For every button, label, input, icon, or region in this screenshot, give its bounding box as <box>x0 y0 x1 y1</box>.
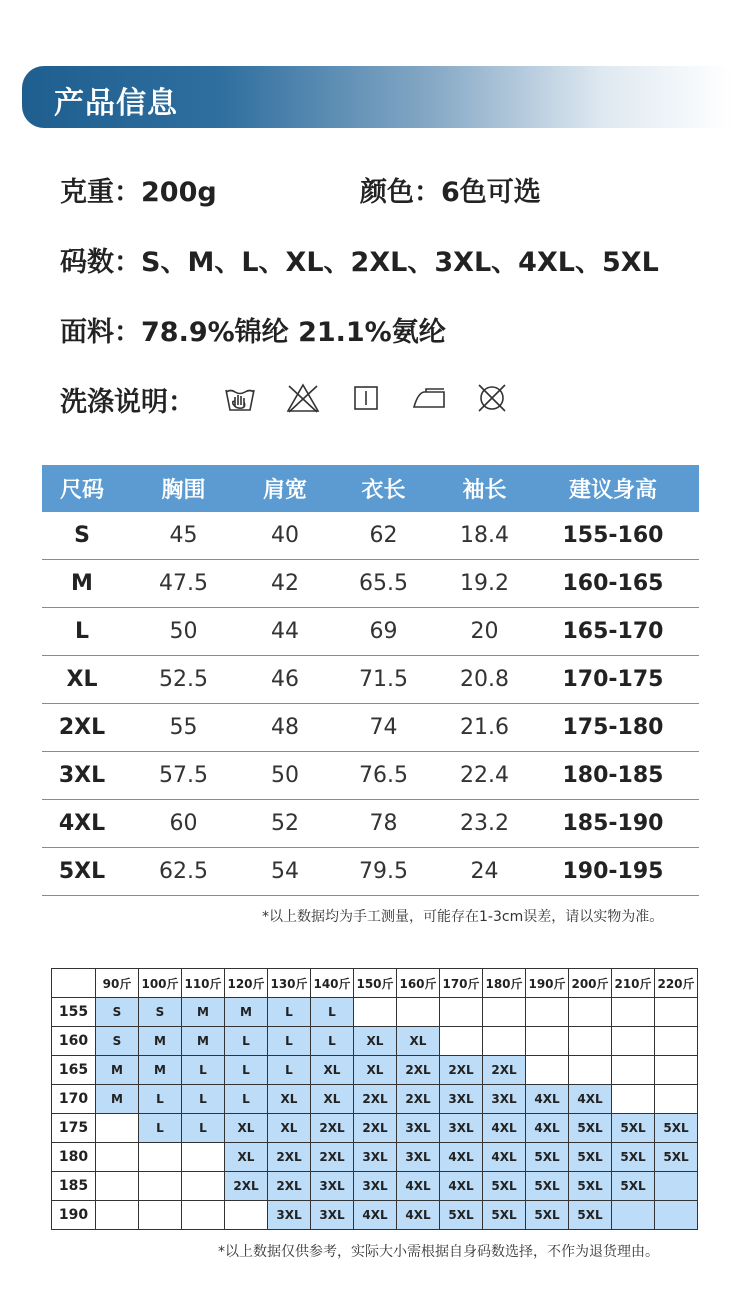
grid-weight-header: 120斤 <box>225 969 268 998</box>
grid-cell: L <box>268 1056 311 1085</box>
grid-cell <box>139 1172 182 1201</box>
grid-cell: L <box>225 1085 268 1114</box>
grid-cell: 2XL <box>354 1114 397 1143</box>
table-cell: S <box>74 523 90 548</box>
grid-cell: 2XL <box>397 1085 440 1114</box>
grid-weight-header: 140斤 <box>311 969 354 998</box>
grid-cell: M <box>182 998 225 1027</box>
table-cell: M <box>71 571 93 596</box>
grid-cell: 5XL <box>612 1143 655 1172</box>
table-cell: 185-190 <box>562 811 664 836</box>
table-cell: 24 <box>470 859 499 884</box>
table-cell: 22.4 <box>460 763 509 788</box>
grid-row <box>52 1143 698 1172</box>
grid-cell: 5XL <box>655 1143 698 1172</box>
table-cell: 21.6 <box>460 715 509 740</box>
table-cell: 74 <box>369 715 398 740</box>
grid-weight-header: 220斤 <box>655 969 698 998</box>
grid-cell: 3XL <box>354 1172 397 1201</box>
grid-row <box>52 1114 698 1143</box>
table-row <box>42 752 699 800</box>
grid-cell: XL <box>397 1027 440 1056</box>
grid-cell <box>655 1027 698 1056</box>
hand-wash-icon <box>222 380 258 416</box>
grid-weight-header: 110斤 <box>182 969 225 998</box>
grid-cell <box>139 1201 182 1230</box>
table-cell: 57.5 <box>159 763 208 788</box>
grid-row <box>52 1201 698 1230</box>
table-cell: 55 <box>169 715 198 740</box>
table-cell: 45 <box>169 523 198 548</box>
table-cell: 40 <box>271 523 299 548</box>
grid-cell: M <box>182 1027 225 1056</box>
grid-row <box>52 998 698 1027</box>
table-cell: 42 <box>271 571 299 596</box>
grid-cell: 5XL <box>655 1114 698 1143</box>
grid-cell <box>569 998 612 1027</box>
table-cell: 52 <box>271 811 299 836</box>
grid-cell: 5XL <box>612 1172 655 1201</box>
grid-cell: 3XL <box>440 1085 483 1114</box>
grid-cell <box>569 1056 612 1085</box>
grid-cell <box>225 1201 268 1230</box>
table-cell: 23.2 <box>460 811 509 836</box>
grid-cell: 5XL <box>569 1201 612 1230</box>
grid-cell: S <box>139 998 182 1027</box>
grid-cell <box>96 1201 139 1230</box>
grid-cell: 2XL <box>483 1056 526 1085</box>
tumble-dry-line-icon <box>348 380 384 416</box>
grid-cell <box>526 998 569 1027</box>
table-cell: 52.5 <box>159 667 208 692</box>
table-cell: 180-185 <box>562 763 664 788</box>
table-row <box>42 848 699 896</box>
table-cell: 71.5 <box>359 667 408 692</box>
grid-cell: L <box>139 1114 182 1143</box>
no-bleach-icon <box>285 380 321 416</box>
grid-cell <box>182 1172 225 1201</box>
grid-cell <box>526 1056 569 1085</box>
table-row <box>42 560 699 608</box>
grid-cell: L <box>311 998 354 1027</box>
table-cell: 62 <box>369 523 398 548</box>
grid-cell: 5XL <box>612 1114 655 1143</box>
grid-cell: L <box>225 1056 268 1085</box>
header-chest: 胸围 <box>161 478 206 503</box>
spec-care-label: 洗涤说明： <box>60 387 195 418</box>
grid-cell <box>612 1201 655 1230</box>
grid-weight-header: 190斤 <box>526 969 569 998</box>
grid-cell: 5XL <box>526 1201 569 1230</box>
grid-height-label: 165 <box>52 1056 96 1085</box>
header-length: 衣长 <box>361 478 406 503</box>
grid-cell: 5XL <box>526 1172 569 1201</box>
table-cell: 47.5 <box>159 571 208 596</box>
header-size: 尺码 <box>59 478 104 503</box>
grid-cell: XL <box>354 1027 397 1056</box>
care-icons <box>222 380 537 416</box>
grid-cell: 4XL <box>397 1172 440 1201</box>
grid-cell: 3XL <box>397 1143 440 1172</box>
grid-cell: L <box>139 1085 182 1114</box>
table-cell: 18.4 <box>460 523 509 548</box>
grid-weight-header: 210斤 <box>612 969 655 998</box>
table-cell: 155-160 <box>562 523 664 548</box>
grid-cell: 2XL <box>268 1172 311 1201</box>
grid-cell <box>483 998 526 1027</box>
iron-icon <box>411 380 447 416</box>
grid-cell: 2XL <box>311 1114 354 1143</box>
grid-row <box>52 1085 698 1114</box>
table-cell: 46 <box>271 667 299 692</box>
grid-cell <box>612 1027 655 1056</box>
grid-cell <box>354 998 397 1027</box>
grid-cell: 4XL <box>354 1201 397 1230</box>
grid-cell <box>440 998 483 1027</box>
grid-cell <box>182 1201 225 1230</box>
header-shoulder: 肩宽 <box>262 478 307 503</box>
grid-cell <box>440 1027 483 1056</box>
grid-cell: 5XL <box>440 1201 483 1230</box>
table-cell: 19.2 <box>460 571 509 596</box>
grid-cell: L <box>225 1027 268 1056</box>
size-table <box>42 465 699 896</box>
spec-fabric: 面料：78.9%锦纶 21.1%氨纶 <box>60 317 446 348</box>
grid-height-label: 155 <box>52 998 96 1027</box>
grid-cell: 2XL <box>354 1085 397 1114</box>
grid-cell: 4XL <box>569 1085 612 1114</box>
grid-header-row <box>52 969 698 998</box>
grid-cell: M <box>96 1085 139 1114</box>
grid-cell <box>182 1143 225 1172</box>
grid-cell: M <box>139 1027 182 1056</box>
grid-cell: L <box>311 1027 354 1056</box>
grid-cell: 5XL <box>483 1172 526 1201</box>
grid-weight-header: 150斤 <box>354 969 397 998</box>
measurement-note: *以上数据均为手工测量，可能存在1-3cm误差，请以实物为准。 <box>262 909 664 925</box>
table-cell: 50 <box>169 619 198 644</box>
table-cell: 165-170 <box>562 619 664 644</box>
grid-cell: L <box>182 1085 225 1114</box>
table-cell: 3XL <box>58 763 106 788</box>
grid-cell: XL <box>268 1085 311 1114</box>
grid-cell: XL <box>268 1114 311 1143</box>
table-row <box>42 608 699 656</box>
table-row <box>42 800 699 848</box>
table-cell: 60 <box>169 811 198 836</box>
table-cell: L <box>74 619 90 644</box>
grid-row <box>52 1027 698 1056</box>
grid-cell <box>96 1143 139 1172</box>
grid-cell <box>139 1143 182 1172</box>
grid-cell <box>655 1201 698 1230</box>
grid-weight-header: 130斤 <box>268 969 311 998</box>
grid-weight-header: 200斤 <box>569 969 612 998</box>
grid-cell: 3XL <box>354 1143 397 1172</box>
grid-cell: 2XL <box>397 1056 440 1085</box>
grid-cell: 2XL <box>225 1172 268 1201</box>
grid-cell: L <box>182 1114 225 1143</box>
table-cell: 78 <box>369 811 398 836</box>
grid-height-label: 180 <box>52 1143 96 1172</box>
grid-cell <box>96 1172 139 1201</box>
grid-weight-header: 180斤 <box>483 969 526 998</box>
table-cell: XL <box>66 667 98 692</box>
grid-cell: 4XL <box>526 1085 569 1114</box>
table-cell: 4XL <box>58 811 106 836</box>
header-sleeve: 袖长 <box>462 478 507 503</box>
grid-row <box>52 1172 698 1201</box>
grid-cell: 5XL <box>569 1114 612 1143</box>
grid-cell: M <box>96 1056 139 1085</box>
grid-cell: 3XL <box>483 1085 526 1114</box>
header-height: 建议身高 <box>568 478 657 503</box>
grid-height-label: 190 <box>52 1201 96 1230</box>
grid-height-label: 175 <box>52 1114 96 1143</box>
spec-sizes: 码数：S、M、L、XL、2XL、3XL、4XL、5XL <box>60 247 659 278</box>
grid-cell: 3XL <box>397 1114 440 1143</box>
table-cell: 5XL <box>58 859 106 884</box>
table-cell: 50 <box>271 763 299 788</box>
table-cell: 160-165 <box>562 571 664 596</box>
size-table-body <box>42 512 699 896</box>
grid-cell <box>569 1027 612 1056</box>
table-row <box>42 656 699 704</box>
table-cell: 44 <box>271 619 299 644</box>
spec-weight: 克重：200g <box>60 177 217 208</box>
section-title: 产品信息 <box>54 86 178 121</box>
grid-cell: 4XL <box>483 1114 526 1143</box>
grid-row <box>52 1056 698 1085</box>
grid-cell: 4XL <box>526 1114 569 1143</box>
grid-weight-header: 90斤 <box>96 969 139 998</box>
grid-cell: L <box>182 1056 225 1085</box>
grid-cell <box>483 1027 526 1056</box>
grid-cell: XL <box>354 1056 397 1085</box>
grid-cell <box>612 1085 655 1114</box>
grid-cell: XL <box>225 1143 268 1172</box>
table-cell: 54 <box>271 859 299 884</box>
table-cell: 48 <box>271 715 299 740</box>
table-cell: 79.5 <box>359 859 408 884</box>
grid-cell: 4XL <box>440 1143 483 1172</box>
grid-cell <box>96 1114 139 1143</box>
grid-cell <box>612 998 655 1027</box>
grid-height-label: 185 <box>52 1172 96 1201</box>
grid-cell <box>612 1056 655 1085</box>
grid-height-label: 160 <box>52 1027 96 1056</box>
grid-cell: 5XL <box>526 1143 569 1172</box>
grid-cell: 5XL <box>569 1172 612 1201</box>
table-cell: 175-180 <box>562 715 664 740</box>
table-cell: 76.5 <box>359 763 408 788</box>
grid-cell: 2XL <box>311 1143 354 1172</box>
table-cell: 2XL <box>58 715 106 740</box>
grid-cell: 3XL <box>311 1172 354 1201</box>
table-row <box>42 512 699 560</box>
grid-cell: XL <box>311 1085 354 1114</box>
reference-note: *以上数据仅供参考，实际大小需根据自身码数选择，不作为退货理由。 <box>218 1244 659 1260</box>
table-cell: 69 <box>369 619 398 644</box>
weight-height-grid <box>51 968 698 1230</box>
grid-cell <box>655 1085 698 1114</box>
grid-cell <box>655 998 698 1027</box>
grid-weight-header: 160斤 <box>397 969 440 998</box>
no-dry-clean-icon <box>474 380 510 416</box>
grid-cell: 4XL <box>440 1172 483 1201</box>
grid-cell: 2XL <box>440 1056 483 1085</box>
grid-cell: 3XL <box>311 1201 354 1230</box>
table-cell: 62.5 <box>159 859 208 884</box>
grid-cell: 5XL <box>483 1201 526 1230</box>
table-cell: 190-195 <box>562 859 664 884</box>
spec-color: 颜色：6色可选 <box>360 177 541 208</box>
grid-cell: L <box>268 998 311 1027</box>
grid-cell: S <box>96 998 139 1027</box>
grid-height-label: 170 <box>52 1085 96 1114</box>
grid-cell <box>655 1172 698 1201</box>
grid-cell: 2XL <box>268 1143 311 1172</box>
grid-cell: 4XL <box>397 1201 440 1230</box>
grid-cell: 3XL <box>268 1201 311 1230</box>
grid-cell <box>655 1056 698 1085</box>
table-row <box>42 704 699 752</box>
grid-cell <box>397 998 440 1027</box>
grid-cell: 5XL <box>569 1143 612 1172</box>
table-cell: 65.5 <box>359 571 408 596</box>
grid-cell: XL <box>225 1114 268 1143</box>
grid-cell: S <box>96 1027 139 1056</box>
grid-cell: L <box>268 1027 311 1056</box>
size-table-header <box>42 465 699 512</box>
grid-cell <box>526 1027 569 1056</box>
grid-cell: XL <box>311 1056 354 1085</box>
grid-cell: M <box>225 998 268 1027</box>
table-cell: 170-175 <box>562 667 664 692</box>
grid-weight-header: 100斤 <box>139 969 182 998</box>
table-cell: 20.8 <box>460 667 509 692</box>
grid-cell: 3XL <box>440 1114 483 1143</box>
grid-weight-header: 170斤 <box>440 969 483 998</box>
grid-corner <box>52 969 96 998</box>
grid-cell: M <box>139 1056 182 1085</box>
table-cell: 20 <box>470 619 499 644</box>
grid-cell: 4XL <box>483 1143 526 1172</box>
